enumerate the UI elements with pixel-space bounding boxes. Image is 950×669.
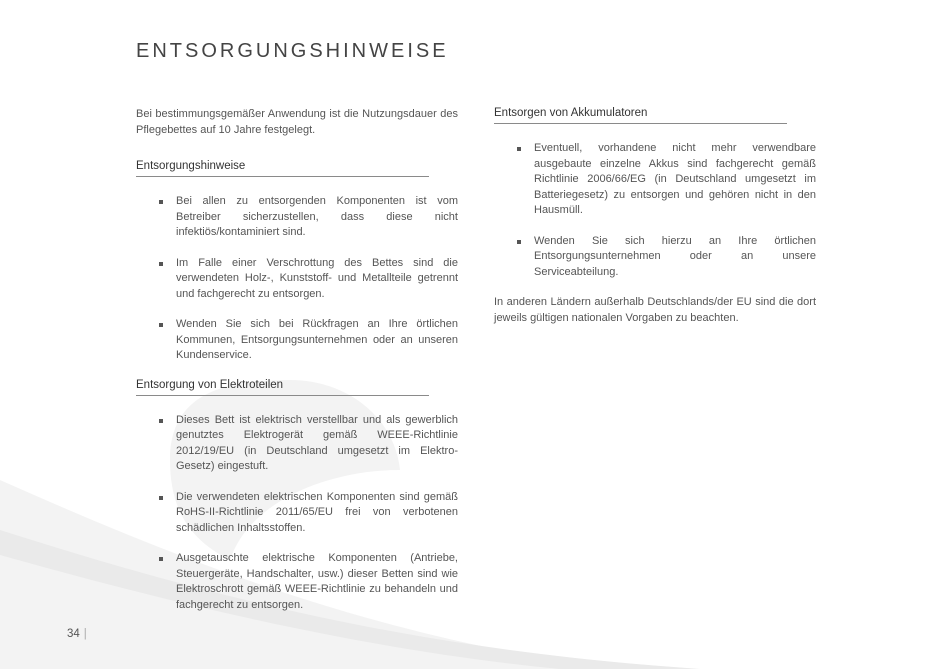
- page-title: ENTSORGUNGSHINWEISE: [136, 40, 449, 62]
- bullet-list: [136, 413, 458, 614]
- list-item: [136, 317, 458, 364]
- list-item-text: Die verwendeten elektrischen Komponenten sind gemäß RoHS-II-Richtlinie 2011/65/EU frei von verbotenen schädlichen Inhaltsstoffen.: [176, 490, 458, 534]
- list-item-text: Im Falle einer Verschrottung des Bettes sind die verwendeten Holz-, Kunststoff- und Metallteile getrennt und fachgerecht zu entsorgen.: [176, 256, 458, 300]
- page-number: 34: [67, 628, 80, 640]
- bullet-square-icon: [517, 240, 521, 244]
- section-entsorgungshinweise: [136, 160, 458, 364]
- list-item: [136, 194, 458, 241]
- bullet-list: [494, 141, 816, 280]
- list-item: [136, 256, 458, 303]
- bullet-square-icon: [159, 419, 163, 423]
- left-column: [136, 107, 458, 628]
- bullet-square-icon: [517, 147, 521, 151]
- section-heading: Entsorgungshinweise: [136, 160, 429, 177]
- closing-paragraph: In anderen Ländern außerhalb Deutschlands/der EU sind die dort jeweils gültigen nationalen Vorgaben zu beachten.: [494, 296, 816, 324]
- section-heading: Entsorgung von Elektroteilen: [136, 379, 429, 396]
- list-item-text: Wenden Sie sich hierzu an Ihre örtlichen Entsorgungsunternehmen oder an unsere Serviceabteilung.: [534, 234, 816, 278]
- list-item: [136, 551, 458, 613]
- intro-paragraph: Bei bestimmungsgemäßer Anwendung ist die Nutzungsdauer des Pflegebettes auf 10 Jahre festgelegt.: [136, 108, 458, 136]
- list-item-text: Eventuell, vorhandene nicht mehr verwendbare ausgebaute einzelne Akkus sind fachgerecht gemäß Richtlinie 2006/66/EG (in Deutschland umgesetzt im Batteriegesetz) zu entsorgen und gehören nicht in den Hausmüll.: [534, 142, 816, 216]
- section-elektroteile: [136, 379, 458, 614]
- list-item-text: Dieses Bett ist elektrisch verstellbar und als gewerblich genutztes Elektrogerät gemäß WEEE-Richtlinie 2012/19/EU (in Deutschland umgesetzt im Elektro-Gesetz) eingestuft.: [176, 413, 458, 472]
- list-item: [136, 413, 458, 475]
- bullet-square-icon: [159, 262, 163, 266]
- right-column: [494, 107, 816, 326]
- list-item: [494, 141, 816, 219]
- bullet-square-icon: [159, 557, 163, 561]
- list-item: [494, 234, 816, 281]
- section-heading: Entsorgen von Akkumulatoren: [494, 107, 787, 124]
- list-item-text: Bei allen zu entsorgenden Komponenten ist vom Betreiber sicherzustellen, dass diese nicht infektiös/kontaminiert sind.: [176, 195, 458, 238]
- bullet-square-icon: [159, 200, 163, 204]
- page-footer: [67, 628, 87, 640]
- list-item: [136, 490, 458, 537]
- bullet-square-icon: [159, 496, 163, 500]
- bullet-square-icon: [159, 323, 163, 327]
- list-item-text: Wenden Sie sich bei Rückfragen an Ihre örtlichen Kommunen, Entsorgungsunternehmen oder an unseren Kundenservice.: [176, 318, 458, 361]
- list-item-text: Ausgetauschte elektrische Komponenten (Antriebe, Steuergeräte, Handschalter, usw.) dieser Betten sind wie Elektroschrott gemäß WEEE-Richtlinie zu behandeln und fachgerecht zu entsorgen.: [176, 552, 458, 611]
- bullet-list: [136, 194, 458, 364]
- page-number-separator: |: [83, 628, 87, 640]
